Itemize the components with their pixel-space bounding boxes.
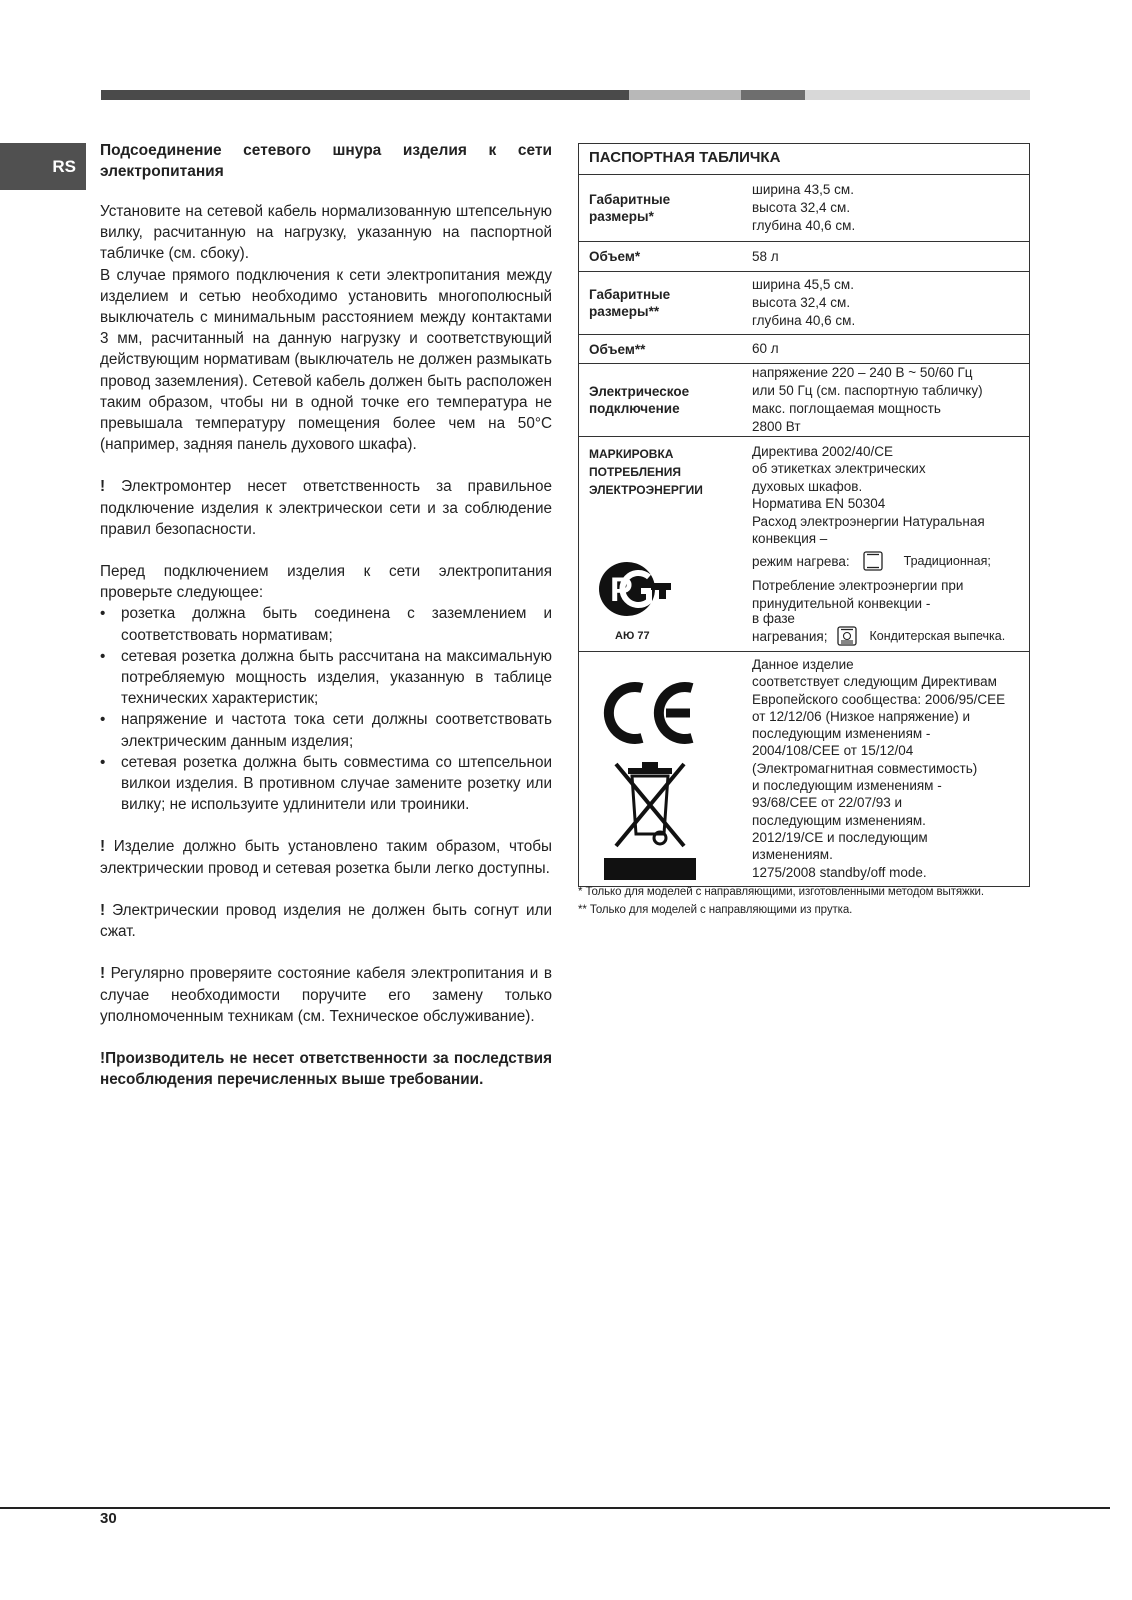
footnote-1: * Только для моделей с направляющими, изготовленными методом вытяжки. bbox=[578, 886, 984, 898]
bottom-rule bbox=[0, 1507, 1110, 1509]
row-value: высота 32,4 см. bbox=[752, 295, 851, 310]
paragraph-2: В случае прямого подключения к сети электропитания между изделием и сетью необходимо установить многополюсный выключатель с минимальным расстоянием между контактами 3 мм, расчитанный на данную нагрузку и соответствующий действующим нормативам (выключатель не должен размыкать провод заземления). Сетевой кабель должен быть расположен таким образом, чтобы ни в одной точке его температура не превышала температуру помещения более чем на 50°C (например, задняя панель духового шкафа). bbox=[100, 266, 552, 454]
directive-line: (Электромагнитная совместимость) bbox=[752, 760, 978, 776]
directive-line: последующим изменениям - bbox=[752, 726, 931, 742]
weee-bin-icon bbox=[612, 754, 688, 854]
table-row bbox=[579, 334, 1029, 363]
energy-line: конвекция – bbox=[752, 531, 828, 547]
svg-text:P: P bbox=[610, 571, 633, 609]
directives-row bbox=[579, 651, 1029, 886]
table-row bbox=[579, 241, 1029, 271]
rst-certification-icon bbox=[599, 561, 673, 617]
warning-mark: ! bbox=[100, 1049, 106, 1067]
warning-mark: ! bbox=[100, 478, 106, 496]
table-row bbox=[579, 271, 1029, 334]
warning-mark: ! bbox=[100, 901, 106, 919]
note-5-text: Производитель не несет ответственности за последствия несоблюдения перечисленных выше требовании. bbox=[100, 1049, 552, 1089]
warning-mark: ! bbox=[100, 838, 106, 856]
list-item: • сетевая розетка должна быть совместима со штепсельнои вилкои изделия. В противном случае замените розетку или вилку; не используите удлинители или троиники. bbox=[100, 752, 552, 816]
directive-line: и последующим изменениям - bbox=[752, 778, 942, 794]
energy-line: в фазе bbox=[752, 611, 795, 627]
directive-line: Данное изделие bbox=[752, 657, 854, 672]
note-2-text: Изделие должно быть установлено таким образом, чтобы электрическии провод и сетевая розетка были легко доступны. bbox=[100, 838, 553, 877]
energy-line: принудительной конвекции - bbox=[752, 595, 931, 611]
row-label: Объем* bbox=[589, 249, 641, 264]
note-3 bbox=[100, 900, 552, 942]
page-number: 30 bbox=[100, 1510, 117, 1527]
row-value: 2800 Вт bbox=[752, 419, 801, 434]
note-1 bbox=[100, 476, 552, 540]
energy-label-line: МАРКИРОВКА bbox=[589, 447, 674, 461]
directive-line: 2004/108/CEE от 15/12/04 bbox=[752, 743, 914, 759]
energy-line: духовых шкафов. bbox=[752, 478, 863, 494]
section-heading: Подсоединение сетевого шнура изделия к сети электропитания bbox=[100, 142, 552, 180]
directive-line: последующим изменениям. bbox=[752, 812, 926, 828]
note-2 bbox=[100, 836, 552, 878]
cert-code: АЮ 77 bbox=[615, 630, 650, 642]
energy-line: Потребление электроэнергии при bbox=[752, 578, 964, 594]
mode-conventional bbox=[752, 549, 1029, 573]
check-intro: Перед подключением изделия к сети электропитания проверьте следующее: bbox=[100, 563, 552, 602]
weee-underline-bar bbox=[604, 858, 696, 880]
row-label: Габаритные размеры** bbox=[589, 287, 671, 319]
pastry-fan-icon bbox=[836, 625, 858, 647]
row-label: Объем** bbox=[589, 341, 646, 357]
directive-line: Европейского сообщества: 2006/95/CEE bbox=[752, 691, 1006, 707]
footnote-2: ** Только для моделей с направляющими из прутка. bbox=[578, 904, 853, 916]
table-title: ПАСПОРТНАЯ ТАБЛИЧКА bbox=[589, 149, 781, 166]
energy-line: Норматива EN 50304 bbox=[752, 496, 886, 512]
row-value: ширина 45,5 см. bbox=[752, 277, 854, 292]
row-value: макс. поглощаемая мощность bbox=[752, 401, 941, 416]
table-row bbox=[579, 174, 1029, 241]
directive-line: от 12/12/06 (Низкое напряжение) и bbox=[752, 708, 971, 724]
list-item: • напряжение и частота тока сети должны соответствовать электрическим данным изделия; bbox=[100, 709, 552, 751]
directive-line: 93/68/CEE от 22/07/93 и bbox=[752, 795, 903, 811]
energy-label-line: ПОТРЕБЛЕНИЯ bbox=[589, 465, 681, 479]
row-value: 58 л bbox=[752, 248, 779, 264]
directive-line: 1275/2008 standby/off mode. bbox=[752, 864, 927, 880]
note-4 bbox=[100, 963, 552, 1027]
energy-label-row bbox=[579, 436, 1029, 651]
conventional-heat-icon bbox=[862, 550, 884, 572]
top-decor-bar bbox=[101, 90, 1030, 100]
data-plate-table bbox=[578, 143, 1030, 887]
table-row bbox=[579, 363, 1029, 436]
note-3-text: Электрическии провод изделия не должен быть согнут или сжат. bbox=[100, 901, 553, 941]
list-item: • сетевая розетка должна быть рассчитана на максимальную потребляемую мощность изделия, указанную в таблице технических характеристик; bbox=[100, 646, 552, 710]
directive-line: 2012/19/CE и последующим bbox=[752, 829, 928, 845]
row-value: 60 л bbox=[752, 341, 779, 356]
mode-name: Традиционная; bbox=[903, 553, 991, 568]
energy-line: Директива 2002/40/CE bbox=[752, 444, 894, 459]
mode-pastry bbox=[752, 626, 1029, 646]
list-item: • розетка должна быть соединена с заземлением и соответствовать нормативам; bbox=[100, 603, 552, 645]
paragraph-1: Установите на сетевой кабель нормализованную штепсельную вилку, расчитанную на нагрузку, указанную на паспортной табличке (см. сбоку). bbox=[100, 203, 552, 263]
warning-mark: ! bbox=[100, 965, 106, 983]
row-label: Габаритные размеры* bbox=[589, 192, 671, 224]
row-value: высота 32,4 см. bbox=[752, 200, 851, 215]
row-value: ширина 43,5 см. bbox=[752, 182, 854, 197]
row-value: глубина 40,6 см. bbox=[752, 218, 856, 233]
note-5 bbox=[100, 1048, 552, 1090]
ce-mark-icon bbox=[602, 680, 698, 746]
directive-line: изменениям. bbox=[752, 847, 833, 863]
energy-label-line: ЭЛЕКТРОЭНЕРГИИ bbox=[589, 483, 703, 497]
note-4-text: Регулярно проверяите состояние кабеля электропитания и в случае необходимости поручите его замену только уполномоченным техникам (см. Техническое обслуживание). bbox=[100, 965, 552, 1025]
energy-label bbox=[579, 437, 742, 651]
check-list bbox=[100, 603, 552, 815]
row-value: напряжение 220 – 240 В ~ 50/60 Гц bbox=[752, 365, 973, 380]
note-1-text: Электромонтер несет ответственность за правильное подключение изделия к электрическои сети и за соблюдение правил безопасности. bbox=[100, 478, 552, 538]
row-value: или 50 Гц (см. паспортную табличку) bbox=[752, 383, 983, 398]
mode-name: Кондитерская выпечка. bbox=[869, 628, 1006, 643]
language-tab: RS bbox=[0, 143, 86, 190]
energy-line: об этикетках электрических bbox=[752, 461, 926, 477]
row-label: Электрическое подключение bbox=[589, 384, 690, 416]
row-value: глубина 40,6 см. bbox=[752, 313, 856, 328]
mode-label: режим нагрева: bbox=[752, 553, 850, 569]
mode-label: нагревания; bbox=[752, 628, 828, 644]
directive-line: соответствует следующим Директивам bbox=[752, 674, 997, 690]
left-column bbox=[100, 140, 552, 1090]
energy-line: Расход электроэнергии Натуральная bbox=[752, 513, 985, 529]
